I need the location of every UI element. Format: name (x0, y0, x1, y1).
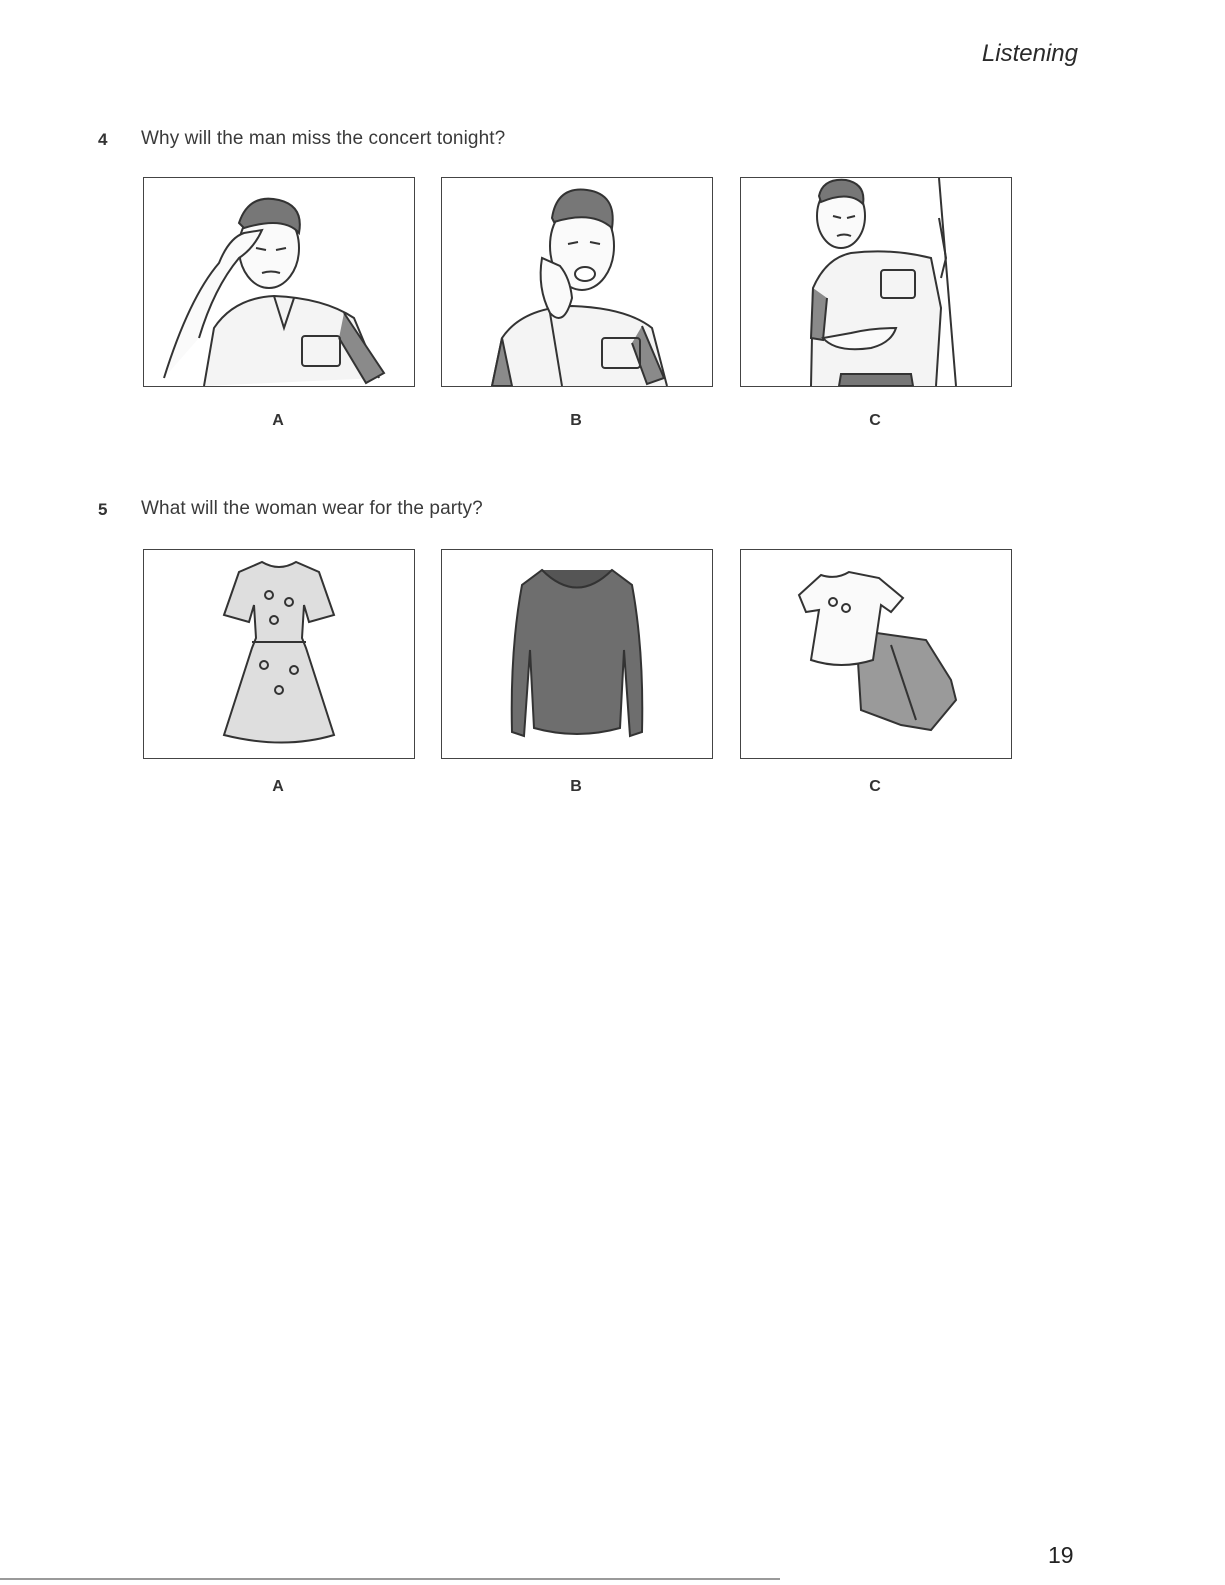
option-label: C (869, 412, 881, 429)
section-title: Listening (981, 40, 1078, 67)
option-label: A (272, 412, 284, 429)
option-4c-picture[interactable] (740, 177, 1012, 387)
question-number: 5 (98, 500, 108, 519)
question-text: Why will the man miss the concert tonight? (141, 128, 506, 149)
long-sleeve-top-icon (442, 550, 712, 758)
page-number: 19 (1048, 1542, 1074, 1568)
option-label: B (570, 778, 582, 795)
dress-icon (144, 550, 414, 758)
question-number: 4 (98, 130, 108, 149)
option-4a-picture[interactable] (143, 177, 415, 387)
option-label: A (272, 778, 284, 795)
option-5b-picture[interactable] (441, 549, 713, 759)
bottom-rule (0, 1578, 780, 1580)
option-label: C (869, 778, 881, 795)
option-label: B (570, 412, 582, 429)
question-text: What will the woman wear for the party? (141, 498, 483, 519)
option-5c-picture[interactable] (740, 549, 1012, 759)
option-4b-picture[interactable] (441, 177, 713, 387)
tshirt-and-trousers-icon (741, 550, 1011, 758)
man-toothache-icon (442, 178, 712, 386)
man-headache-icon (144, 178, 414, 386)
option-5a-picture[interactable] (143, 549, 415, 759)
man-stomachache-icon (741, 178, 1011, 386)
